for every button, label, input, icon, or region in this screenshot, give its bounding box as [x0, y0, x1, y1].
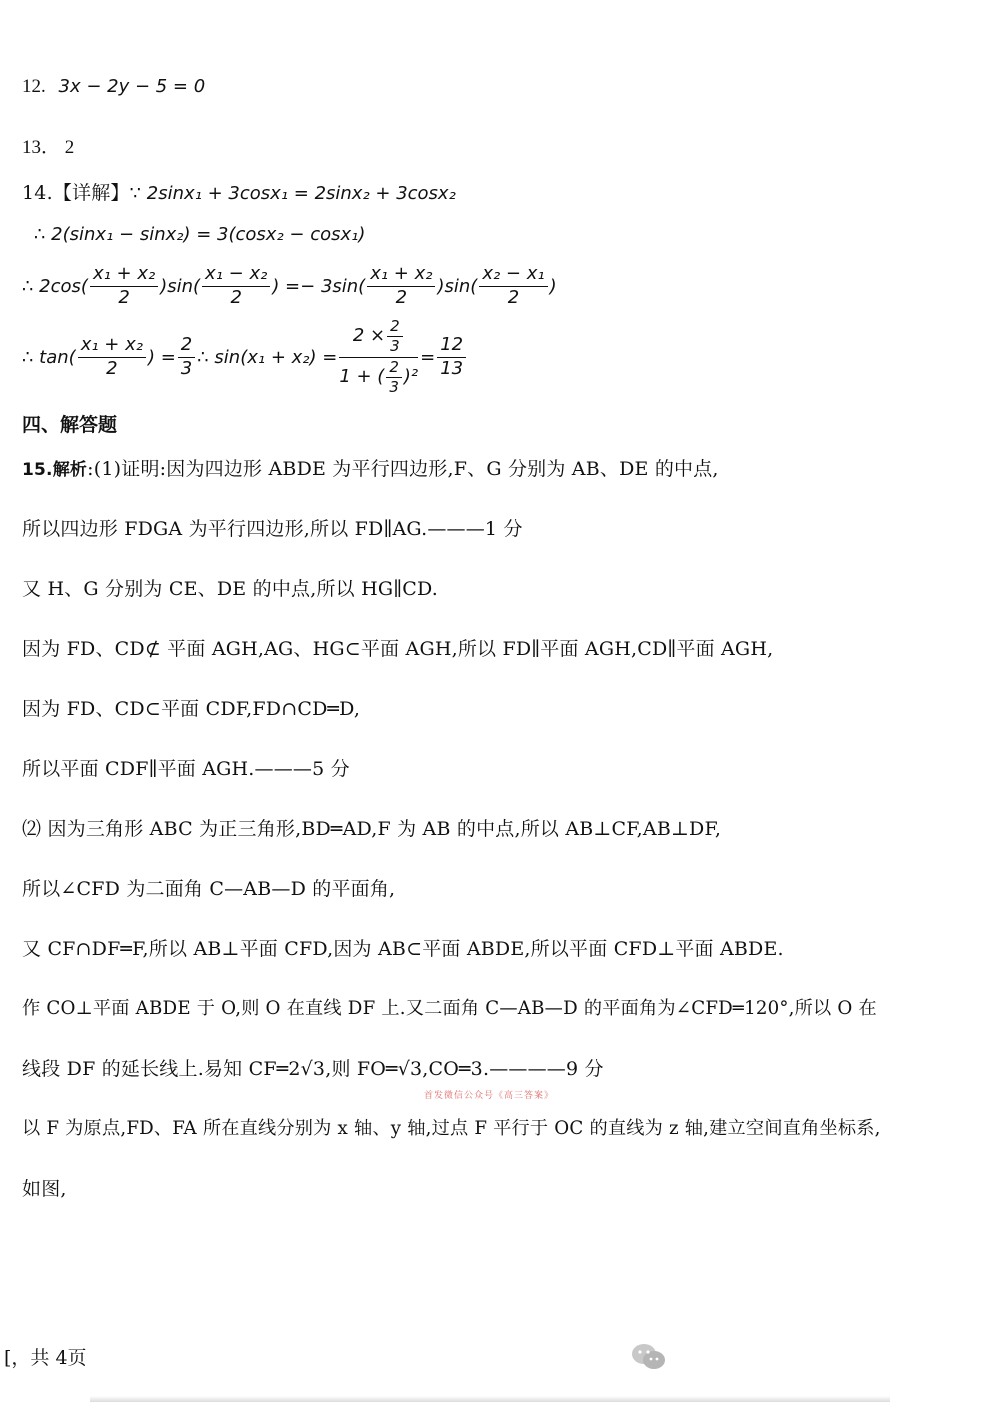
q15-line-10: 线段 DF 的延长线上.易知 CF═2√3,则 FO═√3,CO═3.————9 分 [22, 1058, 604, 1080]
q15-line-12: 如图, [22, 1178, 67, 1200]
q14-line4 [22, 318, 468, 396]
q14-label: 14.【详解】 [22, 182, 130, 204]
q15-line-5: 所以平面 CDF∥平面 AGH.———5 分 [22, 758, 350, 780]
frac-big [339, 318, 418, 396]
q15-line-8: 又 CF∩DF═F,所以 AB⊥平面 CFD,因为 AB⊂平面 ABDE,所以平面 CFD⊥平面 ABDE. [22, 938, 784, 960]
big-num-pre: 2 × [352, 325, 386, 347]
q14-l3-c: ) =− 3sin( [272, 275, 366, 297]
q15-line-11: 以 F 为原点,FD、FA 所在直线分别为 x 轴、y 轴,过点 F 平行于 OC 的直线为 z 轴,建立空间直角坐标系, [22, 1118, 881, 1139]
q15-text-0: :(1)证明:因为四边形 ABDE 为平行四边形,F、G 分别为 AB、DE 的中点, [87, 458, 719, 480]
frac-sum-half-2: $\frac{\text{x₁ + x₂}}{2}$ [367, 264, 435, 308]
frac-23-inner-den: $\frac{2}{3}$ [386, 359, 402, 397]
frac-result: $\frac{12}{13}$ [437, 335, 466, 379]
q15-label: 15.解析 [22, 460, 88, 480]
q15-line-7: 所以∠CFD 为二面角 C—AB—D 的平面角, [22, 878, 396, 900]
q15-line-3: 因为 FD、CD⊄ 平面 AGH,AG、HG⊂平面 AGH,所以 FD∥平面 AGH,CD∥平面 AGH, [22, 638, 774, 660]
frac-two-thirds: $\frac{2}{3}$ [178, 335, 195, 379]
q14-eq1: ∵ 2sinx₁ + 3cosx₁ = 2sinx₂ + 3cosx₂ [129, 183, 456, 204]
q12-answer: 3x − 2y − 5 = 0 [58, 76, 206, 97]
q15-line-6: ⑵ 因为三角形 ABC 为正三角形,BD═AD,F 为 AB 的中点,所以 AB⊥CF,AB⊥DF, [22, 818, 722, 840]
wechat-icon [630, 1342, 668, 1376]
q15-line-0 [22, 454, 719, 481]
q14-l4-c: ∴ sin(x₁ + x₂) = [197, 346, 338, 368]
big-den-post: )² [403, 365, 419, 387]
q13-label: 13． [22, 137, 61, 158]
q15-line-9: 作 CO⊥平面 ABDE 于 O,则 O 在直线 DF 上.又二面角 C—AB—D 的平面角为∠CFD═120°,所以 O 在 [22, 998, 877, 1019]
q14-line3 [22, 264, 557, 308]
scan-edge [90, 1396, 890, 1402]
q15-line-1: 所以四边形 FDGA 为平行四边形,所以 FD∥AG.———1 分 [22, 518, 523, 540]
frac-sum-half: $\frac{\text{x₁ + x₂}}{2}$ [90, 264, 158, 308]
frac-23-inner-num: $\frac{2}{3}$ [387, 318, 403, 356]
watermark-text: 首发微信公众号《高三答案》 [424, 1091, 555, 1101]
section-heading: 四、解答题 [22, 414, 118, 436]
q12-label: 12. [22, 76, 46, 97]
page-footer: [，共 4页 [4, 1347, 87, 1369]
q14-l3-e: ) [549, 275, 557, 297]
q14-l3-a: ∴ 2cos( [22, 275, 88, 297]
frac-sum-half-3: $\frac{\text{x₁ + x₂}}{2}$ [78, 335, 146, 379]
q14-l4-d: = [420, 346, 436, 368]
q12-line [22, 76, 205, 98]
q15-line-2: 又 H、G 分别为 CE、DE 的中点,所以 HG∥CD. [22, 578, 438, 600]
q13-line [22, 132, 74, 159]
frac-diff21-half: $\frac{\text{x₂ − x₁}}{2}$ [479, 264, 547, 308]
q15-line-4: 因为 FD、CD⊂平面 CDF,FD∩CD═D, [22, 698, 361, 720]
q14-l4-a: ∴ tan( [22, 346, 76, 368]
q14-l4-b: ) = [147, 346, 176, 368]
q14-line1 [22, 178, 456, 205]
q14-l3-d: )sin( [437, 275, 478, 297]
q13-answer: 2 [64, 137, 75, 158]
big-den-pre: 1 + ( [339, 365, 385, 387]
q14-line2: ∴ 2(sinx₁ − sinx₂) = 3(cosx₂ − cosx₁) [34, 224, 366, 245]
frac-diff12-half: $\frac{\text{x₁ − x₂}}{2}$ [202, 264, 270, 308]
q14-l3-b: )sin( [160, 275, 201, 297]
